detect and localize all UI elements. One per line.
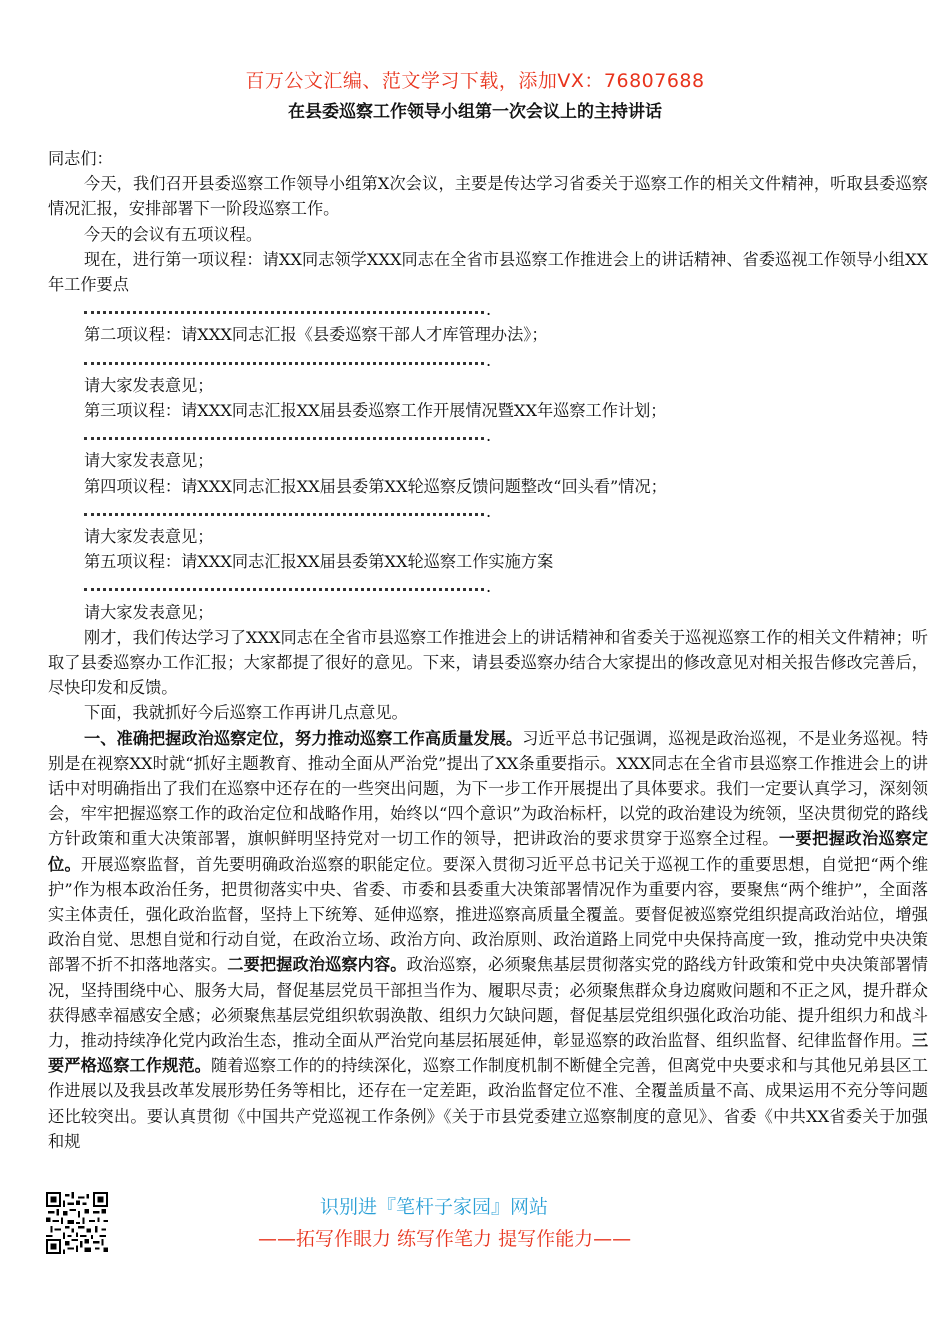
subsection-heading: 三要严格巡察工作规范。 xyxy=(48,1031,928,1076)
salutation: 同志们： xyxy=(48,149,113,168)
agenda-item-2: 第二项议程：请XXX同志汇报《县委巡察干部人才库管理办法》； xyxy=(84,325,548,345)
promo-banner: 百万公文汇编、范文学习下载，添加VX：76807688 xyxy=(245,70,705,92)
agenda-item-3: 第三项议程：请XXX同志汇报XX届县委巡察工作开展情况暨XX年巡察工作计划； xyxy=(84,401,667,420)
section-text: 开展巡察监督，首先要明确政治巡察的职能定位。要深入贯彻习近平总书记关于巡视工作的重要思想，自觉把“两个维护”作为根本政治任务，把贯彻落实中央、省委、市委和县委重大决策部署情况作为重要内容，要聚焦“两个维护”，全面落实主体责任，强化政治监督，坚持上下统筹、延伸巡察，推进巡察高质量全覆盖。要督促被巡察党组织提高政治站位，增强政治自觉、思想自觉和行动自觉，在政治立场、政治方向、政治原则、政治道路上同党中央保持高度一致，推动党中央决策部署不折不扣落地落实。 xyxy=(48,854,929,975)
agenda-item-1: 现在，进行第一项议程：请XX同志领学XXX同志在全省市县巡察工作推进会上的讲话精神、省委巡视工作领导小组XX年工作要点 xyxy=(48,249,928,295)
dotted-leader: . xyxy=(48,499,928,524)
qr-code-icon xyxy=(46,1192,108,1254)
section-text: 随着巡察工作的的持续深化，巡察工作制度机制不断健全完善，但离党中央要求和与其他兄弟县区工作进展以及我县改革发展形势任务等相比，还存在一定差距，政治监督定位不准、全覆盖质量不高、成果运用不充分等问题还比较突出。要认真贯彻《中国共产党巡视工作条例》《关于市县党委建立巡察制度的意见》、省委《中共XX省委关于加强和规 xyxy=(48,1056,928,1151)
paragraph: 今天，我们召开县委巡察工作领导小组第X次会议，主要是传达学习省委关于巡察工作的相关文件精神，听取县委巡察情况汇报，安排部署下一阶段巡察工作。 xyxy=(48,174,928,219)
section-one-paragraph xyxy=(48,726,928,1154)
paragraph: 下面，我就抓好今后巡察工作再讲几点意见。 xyxy=(84,703,408,723)
dotted-leader: . xyxy=(48,297,928,322)
footer-slogan-line: ——拓写作眼力 练写作笔力 提写作能力—— xyxy=(258,1228,632,1250)
document-title: 在县委巡察工作领导小组第一次会议上的主持讲话 xyxy=(288,102,662,122)
agenda-item-4: 第四项议程：请XXX同志汇报XX届县委第XX轮巡察反馈问题整改“回头看”情况； xyxy=(84,476,667,496)
section-text: 政治巡察，必须聚焦基层贯彻落实党的路线方针政策和党中央决策部署情况，坚持围绕中心、服务大局，督促基层党员干部担当作为、履职尽责；必须聚焦群众身边腐败问题和不正之风，提升群众获得感幸福感安全感；必须聚焦基层党组织软弱涣散、组织力欠缺问题，督促基层党组织强化政治功能、提升组织力和战斗力，推动持续净化党内政治生态，推动全面从严治党向基层拓展延伸，彰显巡察的政治监督、组织监督、纪律监督作用。 xyxy=(48,955,928,1051)
dotted-leader: . xyxy=(48,574,928,599)
opinion-line: 请大家发表意见； xyxy=(84,602,214,622)
paragraph: 今天的会议有五项议程。 xyxy=(84,224,263,244)
opinion-line: 请大家发表意见； xyxy=(84,526,214,546)
summary-paragraph: 刚才，我们传达学习了XXX同志在全省市县巡察工作推进会上的讲话精神和省委关于巡视巡察工作的相关文件精神；听取了县委巡察办工作汇报；大家都提了很好的意见。下来，请县委巡察办结合大家提出的修改意见对相关报告修改完善后，尽快印发和反馈。 xyxy=(48,627,928,698)
subsection-heading: 二要把握政治巡察内容。 xyxy=(227,955,407,975)
agenda-item-5: 第五项议程：请XXX同志汇报XX届县委第XX轮巡察工作实施方案 xyxy=(84,552,554,572)
document-body xyxy=(48,146,928,1154)
section-text: 习近平总书记强调，巡视是政治巡视，不是业务巡视。特别是在视察XX时就“抓好主题教育、推动全面从严治党”提出了XX条重要指示。XXX同志在全省市县巡察工作推进会上的讲话中对明确指出了我们在巡察中还存在的一些突出问题，为下一步工作开展提出了具体要求。我们一定要认真学习，深刻领会，牢牢把握巡察工作的政治定位和战略作用，始终以“四个意识”为政治标杆，以党的政治建设为统领，坚决贯彻党的路线方针政策和重大决策部署，旗帜鲜明坚持党对一切工作的领导，把讲政治的要求贯穿于巡察全过程。 xyxy=(48,728,929,849)
opinion-line: 请大家发表意见； xyxy=(84,451,214,471)
footer-website-line: 识别进『笔杆子家园』网站 xyxy=(320,1196,549,1218)
dotted-leader: . xyxy=(48,423,928,448)
section-heading: 一、准确把握政治巡察定位，努力推动巡察工作高质量发展。 xyxy=(84,728,523,748)
subsection-heading: 一要把握政治巡察定位。 xyxy=(48,829,929,874)
opinion-line: 请大家发表意见； xyxy=(84,375,214,395)
dotted-leader: . xyxy=(48,348,928,373)
